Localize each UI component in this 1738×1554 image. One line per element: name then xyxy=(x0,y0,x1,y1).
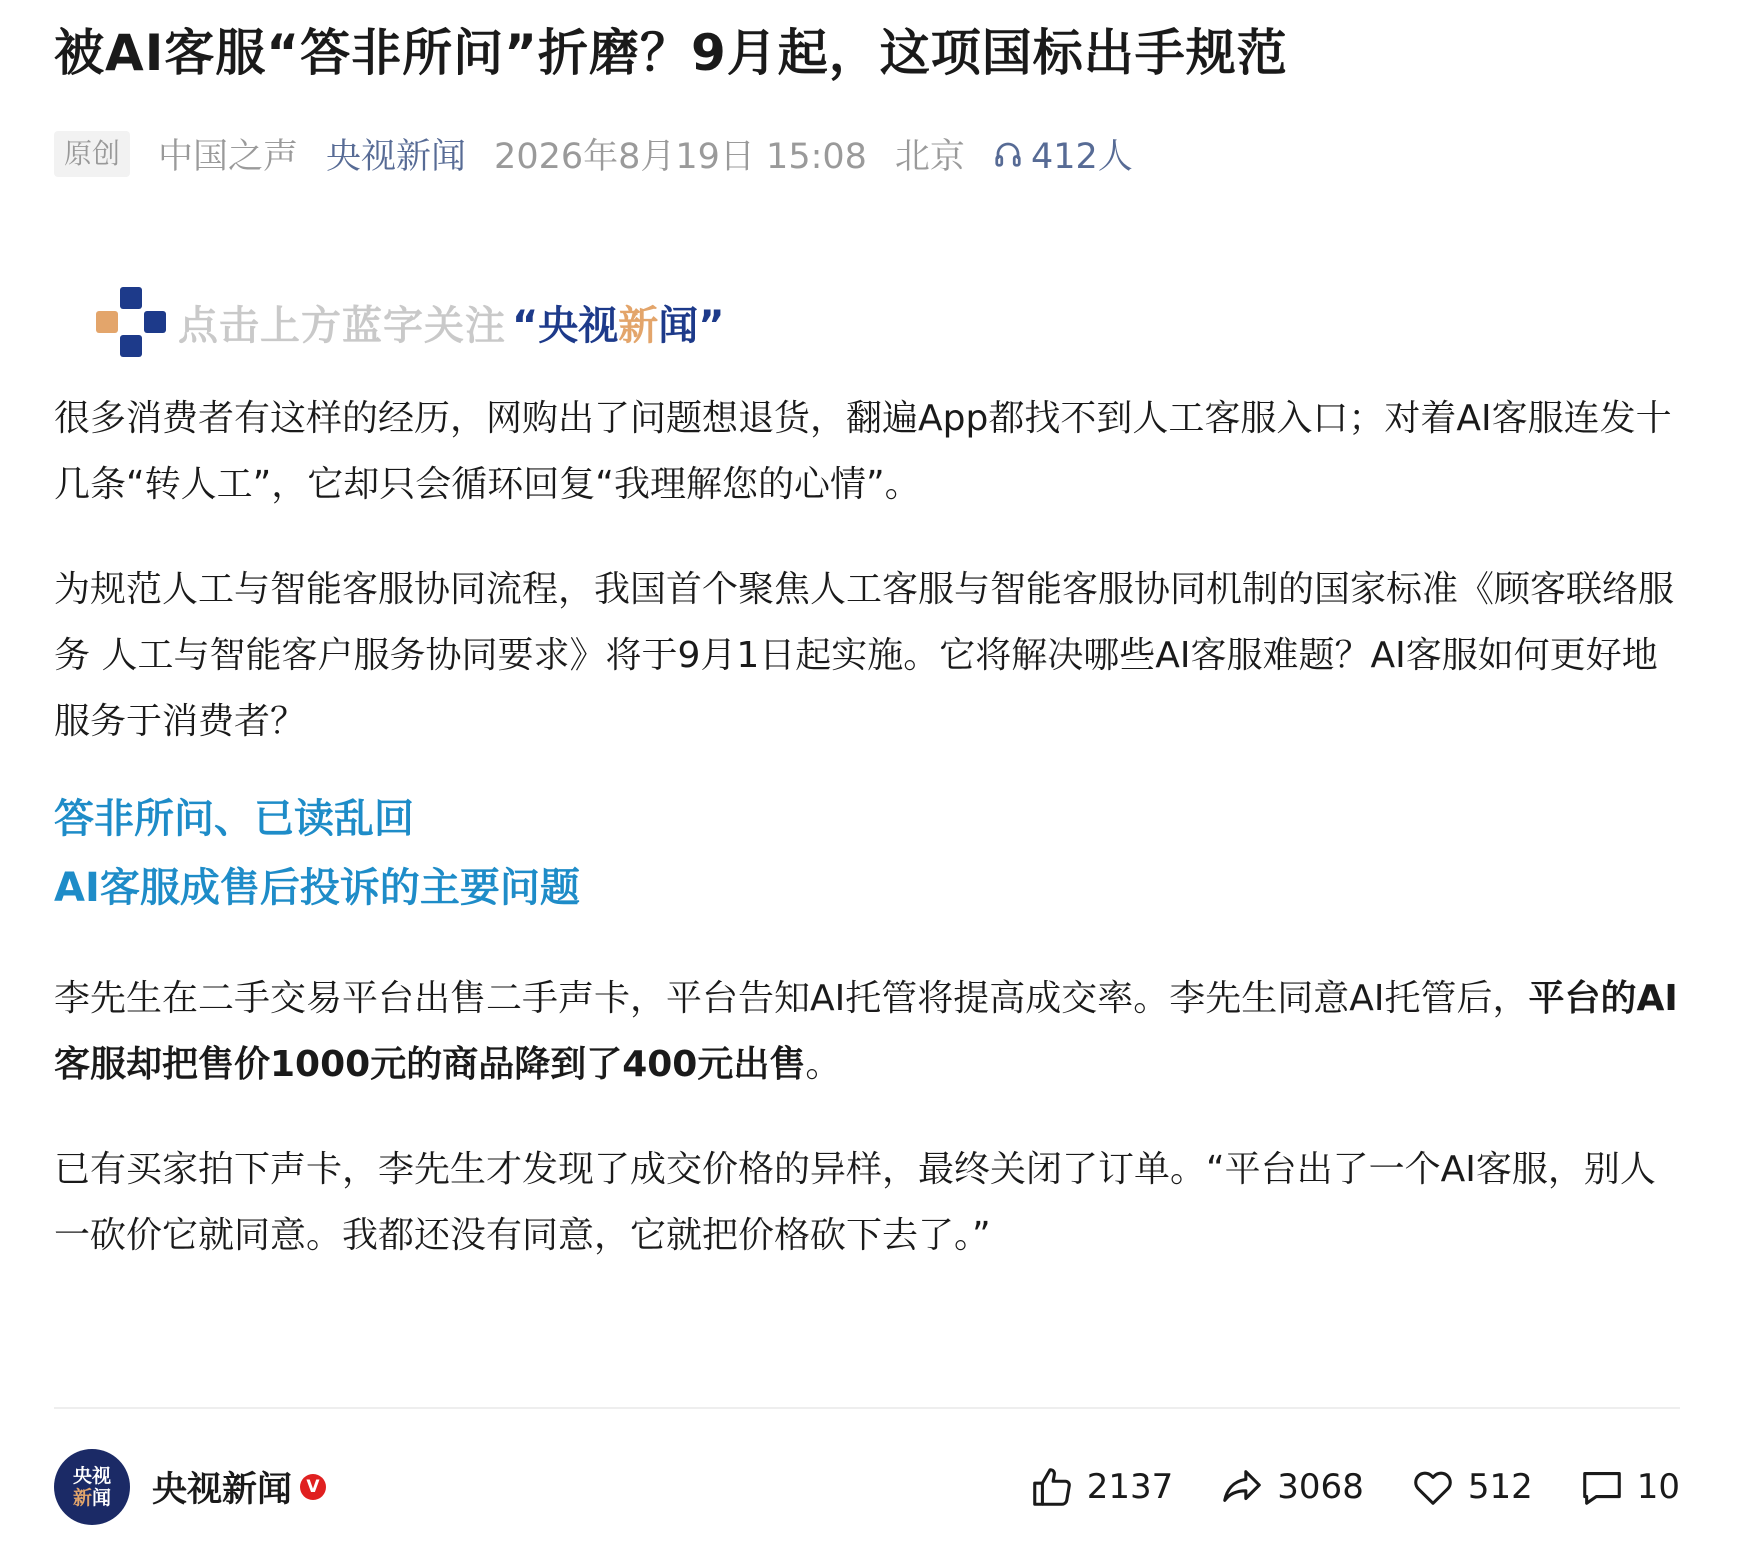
publish-location: 北京 xyxy=(894,137,965,177)
engagement-stats xyxy=(983,1464,1680,1510)
paragraph-1: 很多消费者有这样的经历，网购出了问题想退货，翻遍App都找不到人工客服入口；对着AI客服连发十几条“转人工”，它却只会循环回复“我理解您的心情”。 xyxy=(54,398,1672,505)
listen-button[interactable] xyxy=(993,129,1133,179)
paragraph-2: 为规范人工与智能客服协同流程，我国首个聚焦人工客服与智能客服协同机制的国家标准《顾客联络服务 人工与智能客户服务协同要求》将于9月1日起实施。它将解决哪些AI客服难题？AI客服如何更好地服务于消费者？ xyxy=(54,569,1675,742)
comment-button[interactable] xyxy=(1579,1464,1680,1510)
like-count: 2137 xyxy=(1086,1467,1174,1507)
comment-icon xyxy=(1579,1464,1625,1510)
share-count: 3068 xyxy=(1277,1467,1364,1507)
favorite-button[interactable] xyxy=(1410,1464,1533,1510)
paragraph-4: 已有买家拍下声卡，李先生才发现了成交价格的异样，最终关闭了订单。“平台出了一个AI客服，别人一砍价它就同意。我都还没有同意，它就把价格砍下去了。” xyxy=(54,1149,1656,1256)
source-name: 中国之声 xyxy=(158,137,299,177)
thumbs-up-icon xyxy=(1029,1464,1075,1510)
headphones-icon xyxy=(993,139,1023,169)
section-heading-line-1: 答非所问、已读乱回 xyxy=(54,796,414,842)
article-page xyxy=(54,0,1680,1510)
like-button[interactable] xyxy=(1029,1464,1174,1510)
listener-count: 412人 xyxy=(1030,137,1133,177)
account-link[interactable]: 央视新闻 xyxy=(326,137,467,177)
publish-datetime: 2026年8月19日 15:08 xyxy=(494,137,867,177)
share-button[interactable] xyxy=(1219,1464,1364,1510)
paragraph-3-emphasis: 平台的AI客服却把售价1000元的商品降到了400元出售 xyxy=(54,978,1678,1085)
original-badge: 原创 xyxy=(54,131,130,177)
footer-account-name[interactable]: 央视新闻 xyxy=(152,1470,293,1510)
cctv-news-logo-icon xyxy=(96,287,166,357)
comment-count: 10 xyxy=(1636,1467,1680,1507)
follow-prompt-text: 点击上方蓝字关注 xyxy=(178,302,506,349)
footer-divider xyxy=(54,1407,1680,1409)
article-title: 被AI客服“答非所问”折磨？9月起，这项国标出手规范 xyxy=(54,24,1288,82)
article-meta xyxy=(54,128,1680,180)
share-arrow-icon xyxy=(1219,1464,1265,1510)
paragraph-3: 李先生在二手交易平台出售二手声卡，平台告知AI托管将提高成交率。李先生同意AI托管后，平台的AI客服却把售价1000元的商品降到了400元出售。 xyxy=(54,978,1678,1085)
avatar[interactable]: 央视 新闻 xyxy=(54,1449,130,1525)
favorite-count: 512 xyxy=(1467,1467,1533,1507)
section-heading-line-2: AI客服成售后投诉的主要问题 xyxy=(54,865,580,911)
heart-icon xyxy=(1410,1464,1456,1510)
article-footer xyxy=(54,1447,1680,1527)
verified-badge: V xyxy=(300,1474,326,1500)
follow-banner[interactable] xyxy=(96,282,725,362)
brand-text: “央视新闻” xyxy=(512,302,725,349)
